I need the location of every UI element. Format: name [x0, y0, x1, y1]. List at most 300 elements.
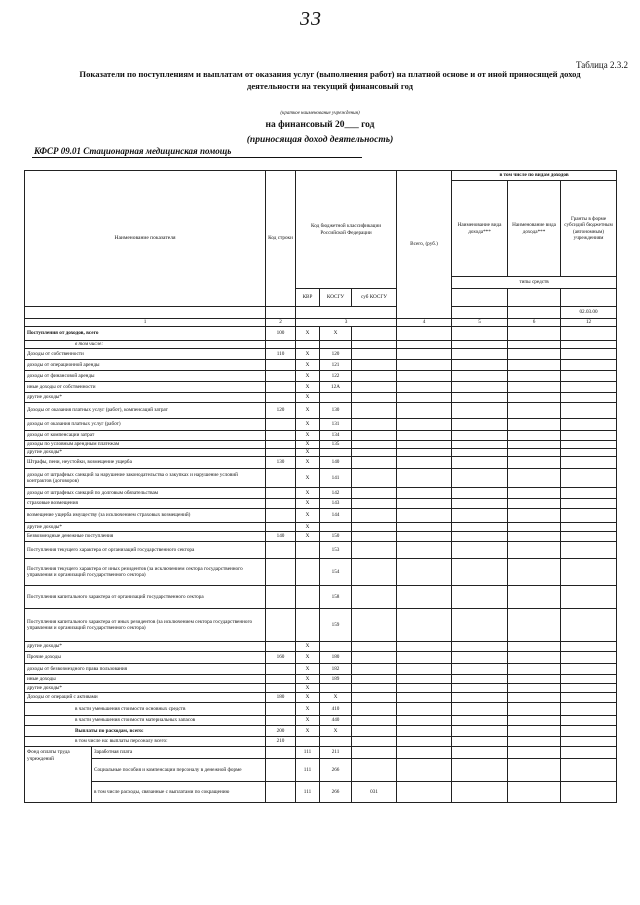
- table-row: [25, 393, 617, 403]
- row-kosgu: [320, 393, 352, 403]
- table-row: [25, 509, 617, 523]
- row-name: другие доходы*: [25, 642, 266, 652]
- row-col12: [561, 371, 617, 382]
- row-subkosgu: [352, 449, 397, 457]
- row-col6: [508, 431, 561, 441]
- row-col6: [508, 726, 561, 737]
- row-kvr: X: [296, 457, 320, 469]
- row-col6: [508, 782, 561, 803]
- row-kosgu: 153: [320, 542, 352, 559]
- colnum-4: 4: [397, 319, 452, 327]
- row-col6: [508, 759, 561, 782]
- header-kvr: КВР: [296, 289, 320, 307]
- row-subkosgu: [352, 327, 397, 341]
- row-col5: [452, 509, 508, 523]
- table-row: [25, 675, 617, 684]
- row-total: [397, 747, 452, 759]
- row-kosgu: [320, 341, 352, 349]
- row-kvr: [296, 542, 320, 559]
- table-row: [25, 782, 617, 803]
- row-kvr: X: [296, 523, 320, 532]
- row-kosgu: 122: [320, 371, 352, 382]
- header-col7: Гранты в форме субсидий бюджетным (автономным) учреждениям: [561, 181, 617, 277]
- row-kosgu: [320, 449, 352, 457]
- table-row: [25, 664, 617, 675]
- row-code: [266, 509, 296, 523]
- row-col12: [561, 675, 617, 684]
- row-kvr: X: [296, 393, 320, 403]
- row-col5: [452, 726, 508, 737]
- row-code: [266, 703, 296, 716]
- row-col5: [452, 703, 508, 716]
- row-col12: [561, 349, 617, 360]
- row-subkosgu: [352, 726, 397, 737]
- row-col12: [561, 642, 617, 652]
- row-subkosgu: [352, 542, 397, 559]
- row-col12: [561, 693, 617, 703]
- row-subkosgu: [352, 441, 397, 449]
- income-note: (приносящая доход деятельность): [246, 135, 394, 145]
- row-name: Доходы от собственности: [25, 349, 266, 360]
- row-col12: [561, 559, 617, 586]
- row-subkosgu: [352, 349, 397, 360]
- row-code: [266, 441, 296, 449]
- row-name: Поступления капитального характера от иных резидентов (за исключением сектора государственного управления и организаций государственного сектора): [25, 609, 266, 642]
- row-col5: [452, 488, 508, 499]
- row-col6: [508, 403, 561, 419]
- row-kosgu: 266: [320, 782, 352, 803]
- row-name: доходы от штрафных санкций за нарушение законодательства о закупках и нарушение условий контрактов (договоров): [25, 469, 266, 488]
- row-subkosgu: [352, 371, 397, 382]
- row-kvr: 111: [296, 747, 320, 759]
- row-subkosgu: [352, 419, 397, 431]
- row-total: [397, 393, 452, 403]
- row-kvr: X: [296, 360, 320, 371]
- row-col12: [561, 609, 617, 642]
- row-col5: [452, 559, 508, 586]
- row-name: Поступления капитального характера от организаций государственного сектора: [25, 586, 266, 609]
- title-line-2: деятельности на текущий финансовый год: [247, 81, 413, 91]
- row-kosgu: 12А: [320, 382, 352, 393]
- row-subkosgu: [352, 703, 397, 716]
- row-col12: [561, 716, 617, 726]
- row-col5: [452, 431, 508, 441]
- table-row: [25, 716, 617, 726]
- row-col6: [508, 393, 561, 403]
- table-row: [25, 559, 617, 586]
- row-code: 200: [266, 726, 296, 737]
- row-kosgu: 180: [320, 652, 352, 664]
- row-name: Поступления текущего характера от иных резидентов (за исключением сектора государственного управления и организаций государственного сектора): [25, 559, 266, 586]
- row-kvr: X: [296, 349, 320, 360]
- row-kvr: X: [296, 449, 320, 457]
- row-col12: [561, 441, 617, 449]
- table-row: [25, 737, 617, 747]
- row-total: [397, 382, 452, 393]
- table-row: [25, 360, 617, 371]
- row-subkosgu: [352, 759, 397, 782]
- row-name: возмещение ущерба имуществу (за исключением страховых возмещений): [25, 509, 266, 523]
- row-col6: [508, 360, 561, 371]
- row-col5: [452, 499, 508, 509]
- row-col12: [561, 726, 617, 737]
- row-kvr: X: [296, 652, 320, 664]
- row-name: Доходы от оказания платных услуг (работ), компенсаций затрат: [25, 403, 266, 419]
- row-kvr: X: [296, 371, 320, 382]
- row-col5: [452, 371, 508, 382]
- header-col5: Наименование вида дохода***: [452, 181, 508, 277]
- row-subkosgu: [352, 523, 397, 532]
- row-kvr: X: [296, 532, 320, 542]
- row-kvr: X: [296, 499, 320, 509]
- row-name: в части уменьшения стоимости основных средств: [25, 703, 266, 716]
- row-code: [266, 542, 296, 559]
- row-kvr: [296, 737, 320, 747]
- row-total: [397, 371, 452, 382]
- row-col5: [452, 716, 508, 726]
- row-code: [266, 469, 296, 488]
- row-kvr: X: [296, 675, 320, 684]
- row-code: [266, 664, 296, 675]
- row-kosgu: [320, 684, 352, 693]
- row-kosgu: [320, 523, 352, 532]
- row-code: [266, 642, 296, 652]
- row-kvr: X: [296, 403, 320, 419]
- row-col6: [508, 349, 561, 360]
- row-col12: [561, 360, 617, 371]
- row-total: [397, 652, 452, 664]
- row-total: [397, 737, 452, 747]
- kfsr-heading: КФСР 09.01 Стационарная медицинская помощь: [34, 146, 232, 156]
- kfsr-underline: [32, 157, 362, 158]
- row-subkosgu: [352, 499, 397, 509]
- page-number: 33: [300, 8, 322, 30]
- row-name: доходы от компенсации затрат: [25, 431, 266, 441]
- row-kosgu: [320, 642, 352, 652]
- row-kosgu: 159: [320, 609, 352, 642]
- row-col12: [561, 509, 617, 523]
- row-kvr: [296, 341, 320, 349]
- row-name: иные доходы от собственности: [25, 382, 266, 393]
- row-subkosgu: [352, 675, 397, 684]
- row-total: [397, 542, 452, 559]
- row-name: Штрафы, пени, неустойки, возмещение ущерба: [25, 457, 266, 469]
- row-name: в том числе расходы, связанные с выплатами по сокращению: [92, 782, 266, 803]
- row-col12: [561, 759, 617, 782]
- row-col5: [452, 652, 508, 664]
- row-col6: [508, 371, 561, 382]
- row-kvr: X: [296, 488, 320, 499]
- row-total: [397, 441, 452, 449]
- row-code: [266, 371, 296, 382]
- row-col6: [508, 586, 561, 609]
- table-row: [25, 419, 617, 431]
- row-subkosgu: [352, 341, 397, 349]
- row-kvr: X: [296, 684, 320, 693]
- row-col5: [452, 393, 508, 403]
- header-name: Наименование показателя: [25, 171, 266, 307]
- row-col5: [452, 449, 508, 457]
- row-col5: [452, 782, 508, 803]
- row-subkosgu: [352, 684, 397, 693]
- row-kvr: X: [296, 693, 320, 703]
- row-col6: [508, 652, 561, 664]
- org-caption: (краткое наименование учреждения): [280, 111, 360, 116]
- row-code: 180: [266, 693, 296, 703]
- row-code: [266, 684, 296, 693]
- table-row: [25, 382, 617, 393]
- row-subkosgu: [352, 532, 397, 542]
- row-col5: [452, 360, 508, 371]
- colnum-5: 5: [452, 319, 508, 327]
- table-label: Таблица 2.3.2: [576, 60, 628, 70]
- row-total: [397, 431, 452, 441]
- row-total: [397, 664, 452, 675]
- document-title: [40, 68, 620, 92]
- row-name: доходы от штрафных санкций по долговым обязательствам: [25, 488, 266, 499]
- row-name: Прочие доходы: [25, 652, 266, 664]
- row-col6: [508, 559, 561, 586]
- row-kosgu: 440: [320, 716, 352, 726]
- table-row: [25, 349, 617, 360]
- row-col5: [452, 542, 508, 559]
- row-col12: [561, 703, 617, 716]
- row-kosgu: 135: [320, 441, 352, 449]
- row-name: доходы от безвозмездного права пользования: [25, 664, 266, 675]
- row-kvr: [296, 559, 320, 586]
- row-kosgu: 121: [320, 360, 352, 371]
- table-row: [25, 532, 617, 542]
- row-code: 110: [266, 349, 296, 360]
- row-name: Безвозмездные денежные поступления: [25, 532, 266, 542]
- row-col5: [452, 382, 508, 393]
- row-col5: [452, 403, 508, 419]
- row-name: доходы от операционной аренды: [25, 360, 266, 371]
- row-col12: [561, 499, 617, 509]
- row-col5: [452, 586, 508, 609]
- row-col12: [561, 586, 617, 609]
- row-name: Поступления текущего характера от организаций государственного сектора: [25, 542, 266, 559]
- row-col6: [508, 542, 561, 559]
- row-col5: [452, 747, 508, 759]
- row-subkosgu: [352, 403, 397, 419]
- title-line-1: Показатели по поступлениям и выплатам от оказания услуг (выполнения работ) на платной основе и от иной приносящей доход: [79, 69, 581, 79]
- row-kvr: 111: [296, 759, 320, 782]
- row-kvr: X: [296, 431, 320, 441]
- row-col12: [561, 652, 617, 664]
- table-row: [25, 341, 617, 349]
- row-subkosgu: [352, 393, 397, 403]
- row-name: другие доходы*: [25, 393, 266, 403]
- row-name: в части уменьшения стоимости материальных запасов: [25, 716, 266, 726]
- row-kosgu: 266: [320, 759, 352, 782]
- row-kvr: X: [296, 441, 320, 449]
- row-col12: [561, 542, 617, 559]
- row-col12: [561, 457, 617, 469]
- row-total: [397, 419, 452, 431]
- row-col5: [452, 341, 508, 349]
- row-name: в том числе:: [25, 341, 266, 349]
- row-name: доходы от финансовой аренды: [25, 371, 266, 382]
- row-col6: [508, 703, 561, 716]
- row-total: [397, 716, 452, 726]
- header-by-type: в том числе по видам доходов: [452, 171, 617, 181]
- row-code: [266, 419, 296, 431]
- row-col6: [508, 693, 561, 703]
- row-subkosgu: [352, 586, 397, 609]
- row-kvr: [296, 586, 320, 609]
- row-name: доходы по условным арендным платежам: [25, 441, 266, 449]
- table-row: [25, 693, 617, 703]
- table-row: [25, 441, 617, 449]
- row-subkosgu: [352, 652, 397, 664]
- row-col6: [508, 327, 561, 341]
- row-code: [266, 716, 296, 726]
- row-kosgu: 158: [320, 586, 352, 609]
- row-name: Социальные пособия и компенсации персоналу в денежной форме: [92, 759, 266, 782]
- row-subkosgu: [352, 609, 397, 642]
- row-kvr: X: [296, 703, 320, 716]
- row-code: [266, 382, 296, 393]
- row-name: доходы от оказания платных услуг (работ): [25, 419, 266, 431]
- row-col5: [452, 419, 508, 431]
- table-row: [25, 652, 617, 664]
- row-total: [397, 488, 452, 499]
- row-name: другие доходы*: [25, 684, 266, 693]
- row-col6: [508, 419, 561, 431]
- table-row: [25, 371, 617, 382]
- row-name: другие доходы*: [25, 523, 266, 532]
- row-total: [397, 684, 452, 693]
- header-subkosgu: суб КОСГУ: [352, 289, 397, 307]
- row-col6: [508, 675, 561, 684]
- row-col6: [508, 684, 561, 693]
- table-row: [25, 684, 617, 693]
- row-total: [397, 327, 452, 341]
- header-code: Код строки: [266, 171, 296, 307]
- row-total: [397, 403, 452, 419]
- table-body: [25, 327, 617, 803]
- row-col5: [452, 349, 508, 360]
- row-col6: [508, 449, 561, 457]
- row-col12: [561, 737, 617, 747]
- row-col12: [561, 382, 617, 393]
- row-col12: [561, 747, 617, 759]
- row-kosgu: 154: [320, 559, 352, 586]
- row-col6: [508, 642, 561, 652]
- row-code: [266, 449, 296, 457]
- row-code: [266, 675, 296, 684]
- row-col5: [452, 327, 508, 341]
- row-col5: [452, 523, 508, 532]
- row-kosgu: 211: [320, 747, 352, 759]
- row-total: [397, 675, 452, 684]
- table-row: [25, 523, 617, 532]
- row-col12: [561, 449, 617, 457]
- row-col12: [561, 684, 617, 693]
- row-kosgu: 144: [320, 509, 352, 523]
- row-total: [397, 609, 452, 642]
- row-total: [397, 360, 452, 371]
- row-code: [266, 431, 296, 441]
- row-total: [397, 523, 452, 532]
- row-col12: [561, 431, 617, 441]
- row-subkosgu: [352, 693, 397, 703]
- row-kosgu: 134: [320, 431, 352, 441]
- row-col5: [452, 737, 508, 747]
- row-total: [397, 349, 452, 360]
- row-kosgu: 142: [320, 488, 352, 499]
- row-col6: [508, 509, 561, 523]
- row-total: [397, 469, 452, 488]
- row-kvr: X: [296, 469, 320, 488]
- row-kosgu: X: [320, 726, 352, 737]
- row-subkosgu: [352, 559, 397, 586]
- row-col6: [508, 341, 561, 349]
- row-col5: [452, 609, 508, 642]
- row-code: 210: [266, 737, 296, 747]
- colnum-2: 2: [266, 319, 296, 327]
- row-total: [397, 693, 452, 703]
- row-name: Заработная плата: [92, 747, 266, 759]
- row-col5: [452, 642, 508, 652]
- table-row: [25, 469, 617, 488]
- row-name: Поступления от доходов, всего: [25, 327, 266, 341]
- row-name: в том числе на: выплаты персоналу всего:: [25, 737, 266, 747]
- row-total: [397, 782, 452, 803]
- row-kosgu: 182: [320, 664, 352, 675]
- row-col6: [508, 532, 561, 542]
- row-code: [266, 499, 296, 509]
- row-col5: [452, 664, 508, 675]
- row-kvr: X: [296, 642, 320, 652]
- row-kosgu: X: [320, 693, 352, 703]
- row-total: [397, 586, 452, 609]
- row-col12: [561, 782, 617, 803]
- row-subkosgu: [352, 488, 397, 499]
- row-col6: [508, 716, 561, 726]
- row-kvr: X: [296, 726, 320, 737]
- row-col5: [452, 457, 508, 469]
- row-code: 130: [266, 457, 296, 469]
- table-row: [25, 327, 617, 341]
- row-kvr: 111: [296, 782, 320, 803]
- row-name: Доходы от операций с активами: [25, 693, 266, 703]
- row-kvr: X: [296, 382, 320, 393]
- row-kosgu: X: [320, 327, 352, 341]
- table-row: [25, 431, 617, 441]
- header-funds-types: типы средств: [452, 277, 617, 289]
- row-code: [266, 488, 296, 499]
- row-col12: [561, 327, 617, 341]
- header-kosgu: КОСГУ: [320, 289, 352, 307]
- header-bcr: Код бюджетной классификации Российской Федерации: [296, 171, 397, 289]
- row-total: [397, 642, 452, 652]
- row-code: 100: [266, 327, 296, 341]
- row-col12: [561, 488, 617, 499]
- table-row: [25, 403, 617, 419]
- row-col5: [452, 469, 508, 488]
- row-kosgu: 410: [320, 703, 352, 716]
- row-kvr: [296, 609, 320, 642]
- fiscal-year-line: на финансовый 20___ год: [265, 120, 375, 130]
- row-kosgu: 143: [320, 499, 352, 509]
- row-col6: [508, 457, 561, 469]
- row-code: [266, 747, 296, 759]
- row-col6: [508, 382, 561, 393]
- row-code: [266, 782, 296, 803]
- row-col12: [561, 393, 617, 403]
